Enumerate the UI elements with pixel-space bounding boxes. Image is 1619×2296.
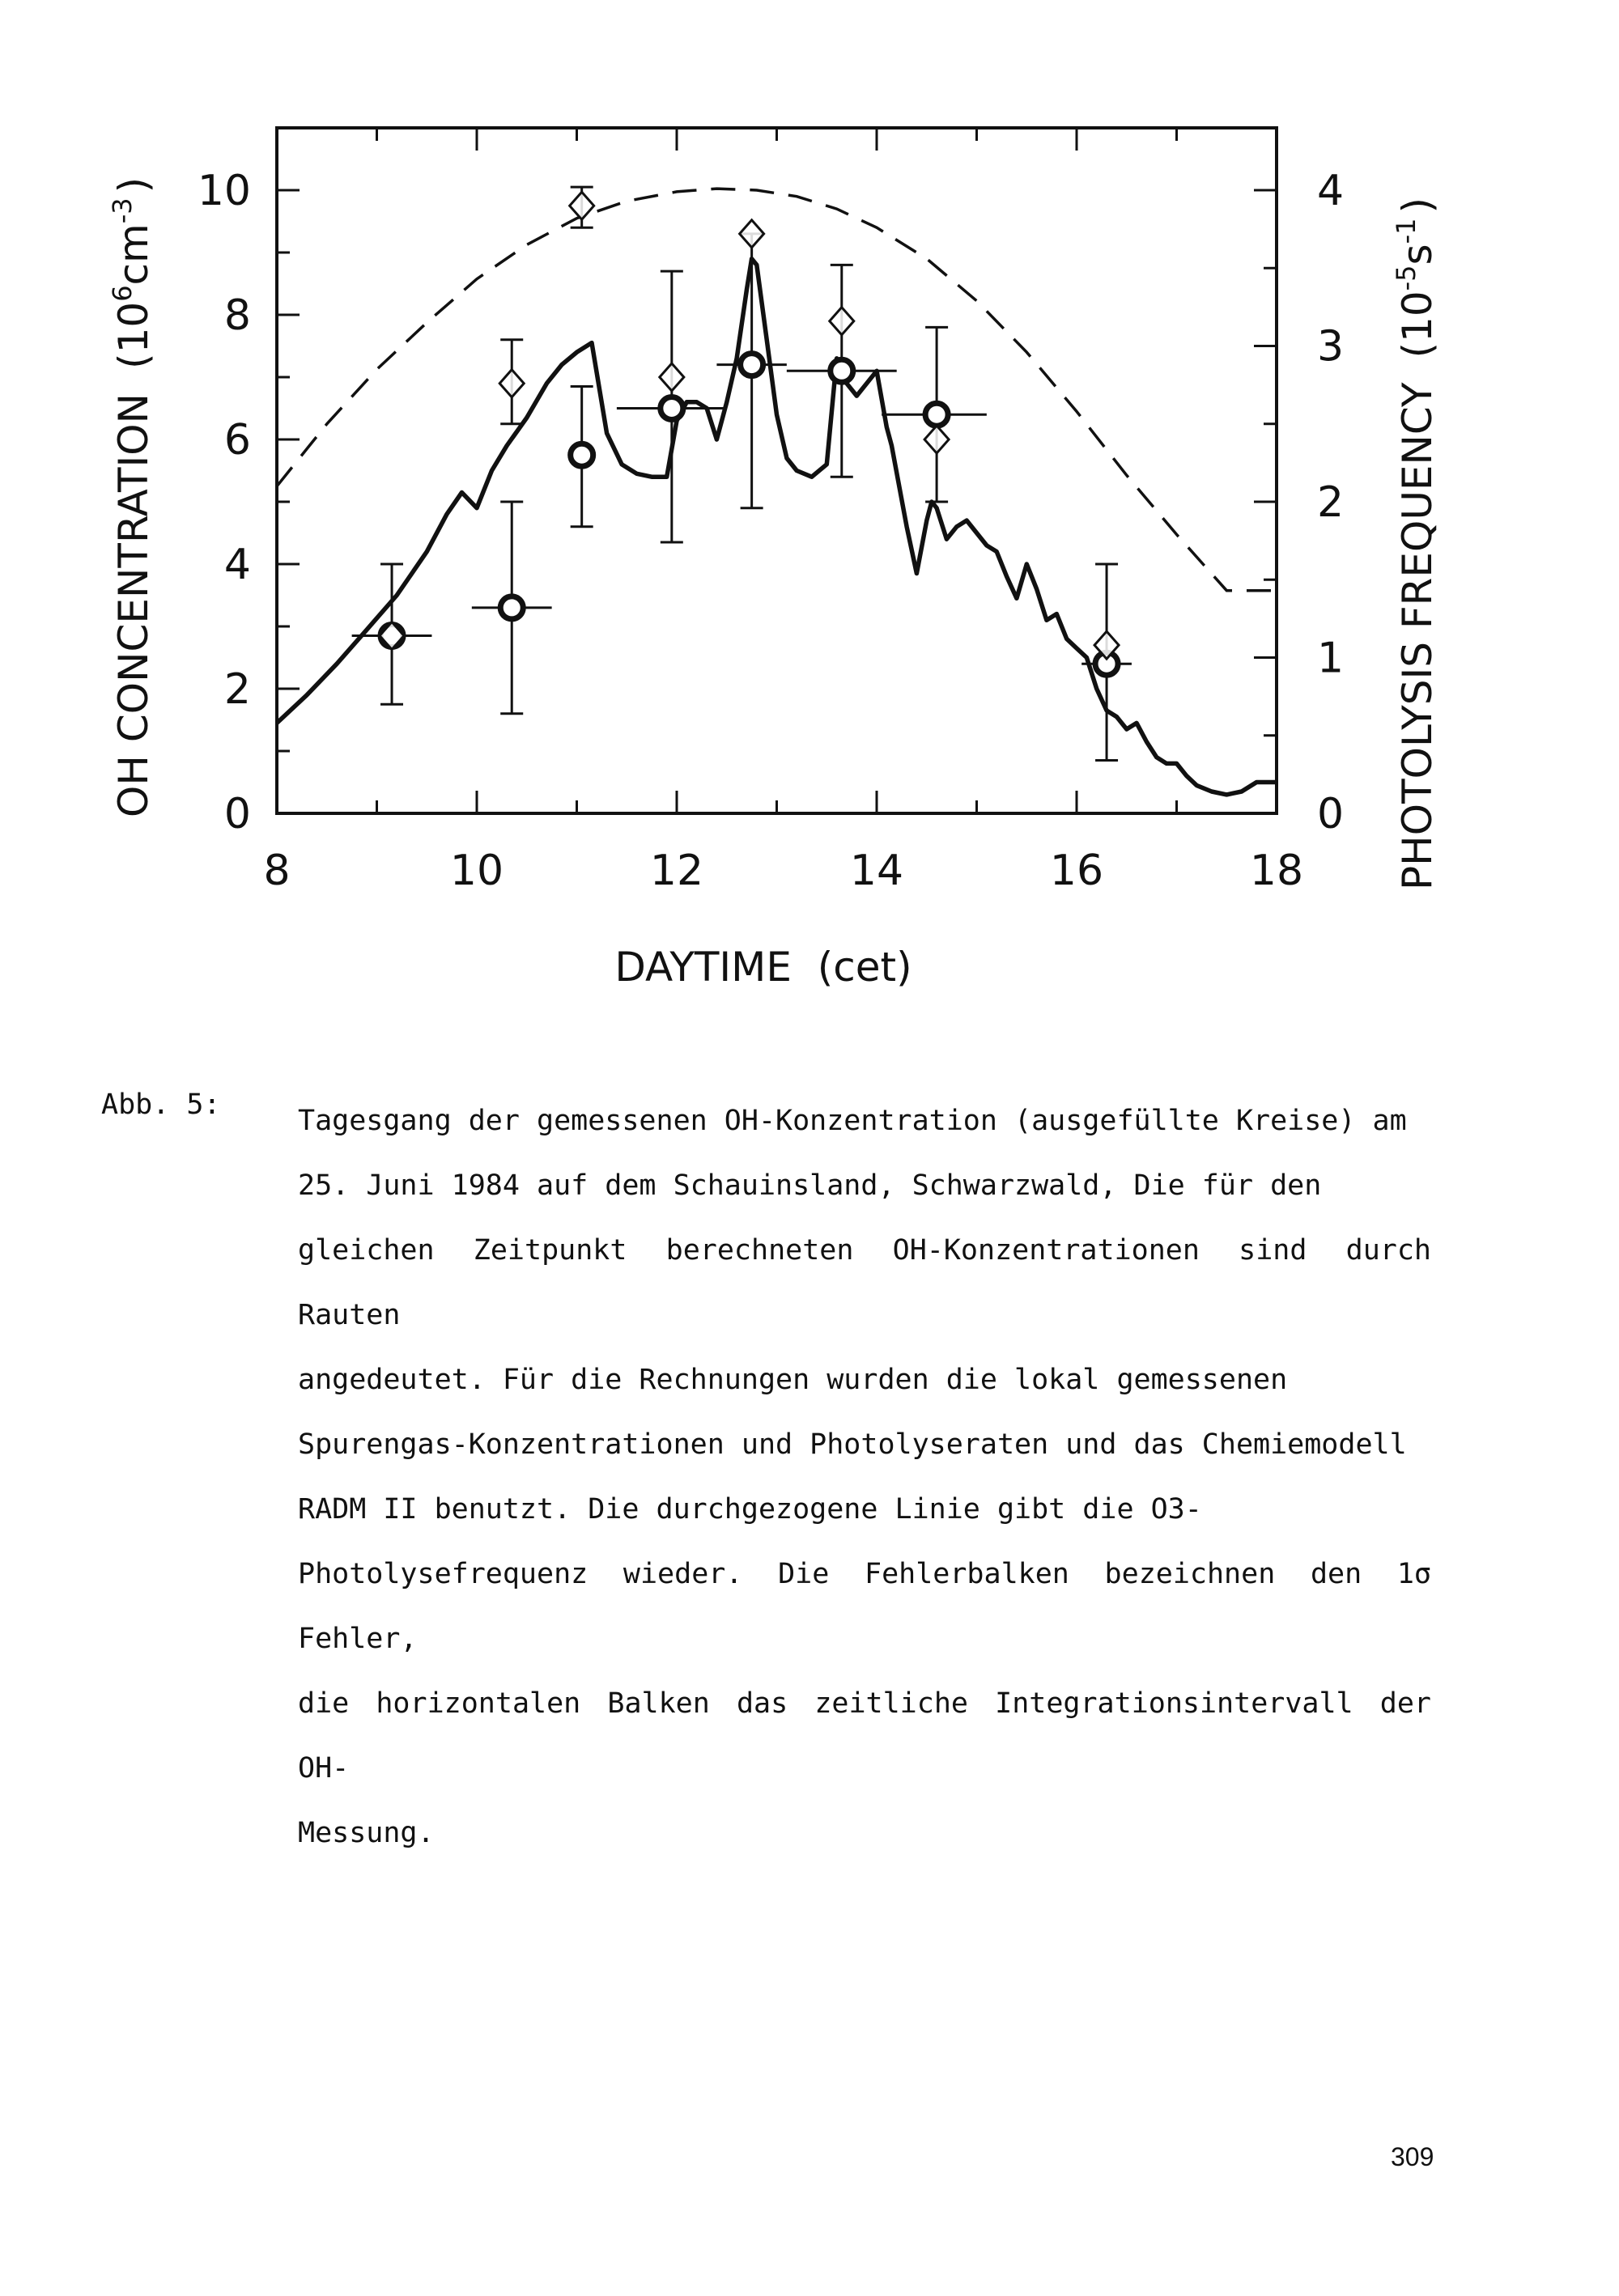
x-tick-label: 18 bbox=[1249, 847, 1304, 895]
circle-data-point bbox=[716, 234, 786, 508]
y-axis-label-text: OH CONCENTRATION bbox=[110, 393, 157, 817]
diamond-data-point bbox=[740, 220, 764, 248]
open-diamond-marker bbox=[740, 220, 764, 248]
caption-line: angedeutet. Für die Rechnungen wurden die lokal gemessenen bbox=[298, 1364, 1288, 1396]
svg-text:OH CONCENTRATION(106cm-3): OH $CONCENTRATION(10^6cm^{-3})$ bbox=[107, 176, 157, 817]
circle-data-point bbox=[571, 387, 593, 527]
y2-tick-label: 3 bbox=[1317, 322, 1345, 371]
y-tick-label: 2 bbox=[223, 665, 251, 714]
filled-circle-marker bbox=[571, 443, 593, 466]
caption-line: gleichen Zeitpunkt berechneten OH-Konzentrationen sind durch Rauten bbox=[298, 1234, 1431, 1331]
figure-label: Abb. 5: bbox=[101, 1089, 221, 1121]
diamond-data-point bbox=[660, 363, 684, 391]
open-diamond-marker bbox=[924, 426, 949, 453]
caption-line: Photolysefrequenz wieder. Die Fehlerbalken bezeichnen den 1σ Fehler, bbox=[298, 1558, 1431, 1655]
y2-axis-label-text: PHOTOLYSIS FREQUENCY bbox=[1394, 382, 1441, 890]
caption-line: 25. Juni 1984 auf dem Schauinsland, Schwarzwald, Die für den bbox=[298, 1169, 1322, 1202]
diamond-data-point bbox=[830, 308, 854, 335]
circle-data-point bbox=[472, 502, 552, 714]
y-axis-label bbox=[107, 177, 157, 817]
marker-layer bbox=[352, 187, 1132, 760]
y-tick-label: 8 bbox=[223, 291, 251, 340]
axis-ticks bbox=[277, 128, 1277, 813]
diamond-data-point bbox=[924, 426, 949, 453]
y2-axis-label bbox=[1391, 197, 1441, 890]
x-tick-label: 8 bbox=[263, 847, 291, 895]
page-number: 309 bbox=[1391, 2142, 1434, 2171]
x-tick-label: 12 bbox=[649, 847, 704, 895]
y-tick-label: 0 bbox=[223, 790, 251, 838]
diamond-data-point bbox=[499, 340, 524, 424]
y-tick-label: 4 bbox=[223, 541, 251, 589]
open-diamond-marker bbox=[660, 363, 684, 391]
caption-line: Spurengas-Konzentrationen und Photolyseraten und das Chemiemodell bbox=[298, 1428, 1407, 1461]
open-diamond-marker bbox=[499, 370, 524, 397]
filled-circle-marker bbox=[661, 397, 683, 420]
y2-tick-label: 2 bbox=[1317, 478, 1345, 527]
open-diamond-marker bbox=[830, 308, 854, 335]
y-tick-label: 10 bbox=[197, 167, 251, 215]
filled-circle-marker bbox=[500, 596, 523, 619]
x-axis-label: DAYTIME (cet) bbox=[614, 944, 912, 991]
caption-line: die horizontalen Balken das zeitliche Integrationsintervall der OH- bbox=[298, 1687, 1431, 1785]
filled-circle-marker bbox=[831, 359, 853, 382]
open-diamond-marker bbox=[570, 192, 594, 219]
y2-tick-label: 4 bbox=[1317, 167, 1345, 215]
dashed-line-series bbox=[277, 189, 1277, 591]
y2-tick-label: 1 bbox=[1317, 634, 1345, 683]
x-tick-label: 16 bbox=[1049, 847, 1104, 895]
x-tick-label: 14 bbox=[849, 847, 904, 895]
caption-line: RADM II benutzt. Die durchgezogene Linie gibt die O3- bbox=[298, 1493, 1202, 1526]
chart bbox=[0, 0, 1619, 1020]
figure-caption bbox=[298, 1089, 1431, 1865]
circle-data-point bbox=[787, 265, 897, 477]
x-tick-label: 10 bbox=[449, 847, 504, 895]
plot-frame bbox=[277, 128, 1277, 813]
y-tick-label: 6 bbox=[223, 416, 251, 465]
filled-circle-marker bbox=[741, 354, 763, 376]
caption-line: Messung. bbox=[298, 1817, 435, 1849]
filled-circle-marker bbox=[925, 403, 948, 426]
svg-text:PHOTOLYSIS FREQUENCY(10-5s-1): PHOTOLYSIS $FREQUENCY(10^{-5}s^{-1})$ bbox=[1391, 197, 1441, 890]
series-layer bbox=[277, 189, 1277, 795]
circle-data-point bbox=[617, 271, 727, 542]
caption-line: Tagesgang der gemessenen OH-Konzentration (ausgefüllte Kreise) am bbox=[298, 1105, 1407, 1137]
y2-tick-label: 0 bbox=[1317, 790, 1345, 838]
solid-line-series bbox=[277, 259, 1277, 795]
